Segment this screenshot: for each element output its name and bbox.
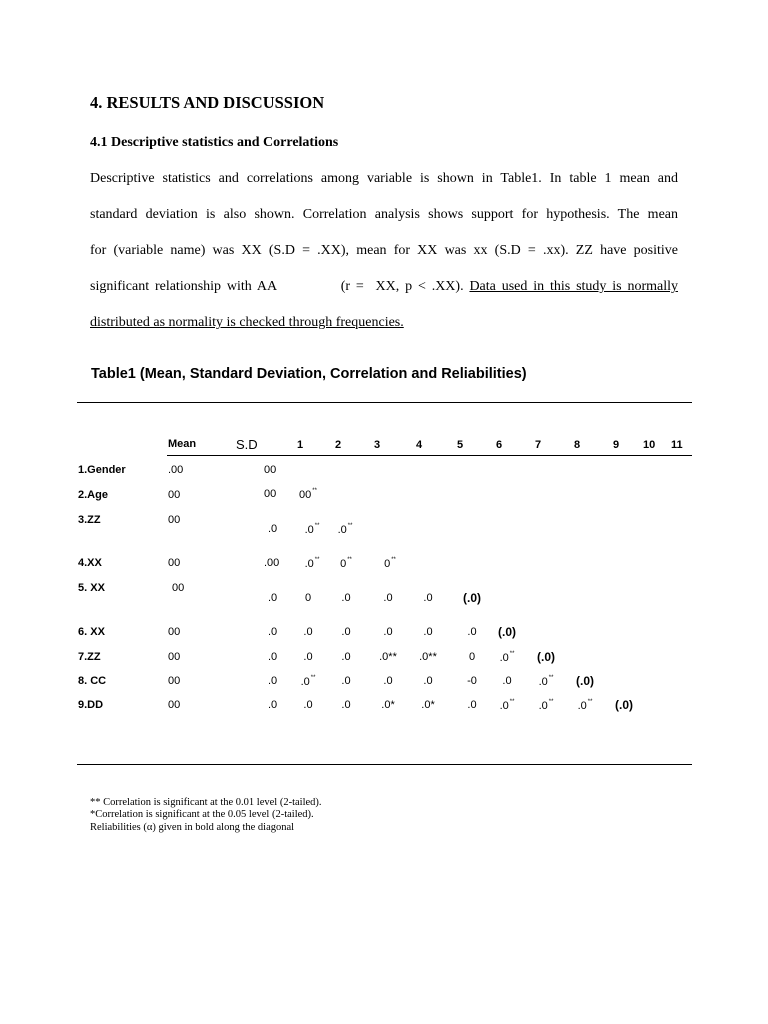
significance-marker: ** [548, 699, 554, 705]
row-label: 8. CC [78, 675, 107, 687]
row-label: 5. XX [78, 582, 105, 594]
correlation-cell [341, 592, 350, 604]
correlation-cell [500, 651, 515, 664]
col-header-sd: S.D [236, 437, 258, 452]
correlation-cell [305, 592, 311, 604]
cell-value: (.0) [615, 698, 633, 712]
reliability-cell [463, 591, 481, 605]
mean-cell: 00 [172, 582, 185, 594]
cell-value: (.0) [576, 674, 594, 688]
correlation-cell [383, 675, 392, 687]
cell-value: .0 [337, 524, 347, 536]
correlation-cell [341, 699, 350, 711]
correlation-cell [383, 592, 392, 604]
cell-value: .0 [304, 558, 314, 570]
correlation-cell [383, 626, 392, 638]
col-header-7: 7 [535, 439, 542, 451]
paragraph-line-1: Descriptive statistics and correlations among variable is shown in Table1. In table 1 mean and [90, 171, 678, 186]
paragraph-line-2: standard deviation is also shown. Correlation analysis shows support for hypothesis. The mean [90, 207, 678, 222]
cell-value: .0 [383, 592, 393, 604]
cell-value: 00 [299, 489, 312, 501]
cell-value: .0 [423, 592, 433, 604]
col-header-mean: Mean [168, 438, 197, 450]
row-label: 6. XX [78, 626, 105, 638]
correlation-cell [421, 699, 434, 711]
correlation-cell [467, 675, 477, 687]
cell-value: -0 [467, 675, 477, 687]
correlation-cell [303, 626, 312, 638]
significance-marker: ** [509, 651, 515, 657]
correlation-cell [467, 699, 476, 711]
cell-value: (.0) [463, 591, 481, 605]
reliability-cell [615, 698, 633, 712]
cell-value: .0 [467, 699, 477, 711]
correlation-cell [423, 675, 432, 687]
significance-marker: ** [391, 557, 396, 563]
mean-cell: 00 [168, 626, 181, 638]
mean-cell: 00 [168, 675, 181, 687]
sd-cell: .00 [264, 557, 280, 569]
subsection-heading: 4.1 Descriptive statistics and Correlations [90, 135, 339, 150]
cell-value: (.0) [498, 625, 516, 639]
significance-marker: ** [347, 523, 353, 529]
correlation-cell [539, 699, 554, 712]
correlation-cell [305, 557, 320, 570]
correlation-cell [341, 626, 350, 638]
sd-cell: 00 [264, 464, 277, 476]
correlation-cell [419, 651, 437, 663]
correlation-cell [305, 523, 320, 536]
reliability-cell [498, 625, 516, 639]
paragraph-line-3: for (variable name) was XX (S.D = .XX), mean for XX was xx (S.D = .xx). ZZ have positive [90, 243, 678, 258]
sd-cell: 00 [264, 488, 277, 500]
table-bottom-rule [77, 764, 692, 765]
col-header-11: 11 [671, 439, 683, 451]
cell-value: .0 [304, 524, 314, 536]
table-top-rule [77, 402, 692, 403]
sd-cell: .0 [268, 592, 278, 604]
underlined-sentence-start: Data used in this study is normally [469, 279, 678, 294]
footnote-01-level: ** Correlation is significant at the 0.01 level (2-tailed). [90, 797, 322, 808]
correlation-cell [467, 626, 476, 638]
correlation-cell [341, 675, 350, 687]
footnote-05-level: *Correlation is significant at the 0.05 level (2-tailed). [90, 809, 314, 820]
significance-marker: ** [509, 699, 515, 705]
correlation-cell [340, 557, 352, 570]
correlation-cell [301, 675, 316, 688]
significance-marker: ** [548, 675, 554, 681]
mean-cell: 00 [168, 557, 181, 569]
mean-cell: .00 [168, 464, 184, 476]
correlation-cell [379, 651, 397, 663]
cell-value: 0 [468, 651, 476, 663]
col-header-6: 6 [496, 439, 503, 451]
footnote-reliabilities: Reliabilities (α) given in bold along the diagonal [90, 822, 295, 833]
col-header-5: 5 [457, 439, 464, 451]
row-label: 7.ZZ [78, 651, 101, 663]
row-label: 9.DD [78, 699, 104, 711]
cell-value: .0** [419, 651, 437, 663]
cell-value: 0 [384, 558, 391, 570]
cell-value: .0** [379, 651, 397, 663]
mean-cell: 00 [168, 514, 181, 526]
correlation-cell [502, 675, 511, 687]
mean-cell: 00 [168, 489, 181, 501]
col-header-9: 9 [613, 439, 620, 451]
cell-value: .0* [421, 699, 435, 711]
section-heading: 4. RESULTS AND DISCUSSION [90, 93, 325, 112]
row-label: 1.Gender [78, 464, 126, 476]
cell-value: .0 [303, 626, 313, 638]
row-label: 4.XX [78, 557, 102, 569]
cell-value: .0 [538, 700, 548, 712]
cell-value: .0 [300, 676, 310, 688]
cell-value: .0 [303, 651, 313, 663]
significance-marker: ** [347, 557, 352, 563]
reliability-cell [537, 650, 555, 664]
cell-value: .0 [341, 699, 351, 711]
cell-value: (.0) [537, 650, 555, 664]
col-header-10: 10 [643, 439, 656, 451]
cell-value: .0 [383, 675, 393, 687]
cell-value: .0 [499, 652, 509, 664]
mean-cell: 00 [168, 699, 181, 711]
correlation-cell [469, 651, 475, 663]
col-header-1: 1 [297, 439, 304, 451]
cell-value: .0 [303, 699, 313, 711]
col-header-2: 2 [335, 439, 342, 451]
col-header-3: 3 [374, 439, 381, 451]
row-label: 3.ZZ [78, 514, 101, 526]
significance-marker: ** [314, 523, 320, 529]
significance-marker: ** [312, 488, 317, 494]
sd-cell: .0 [268, 651, 278, 663]
cell-value: .0 [341, 592, 351, 604]
correlation-cell [423, 592, 432, 604]
mean-cell: 00 [168, 651, 181, 663]
correlation-cell [423, 626, 432, 638]
sd-cell: .0 [268, 523, 278, 535]
correlation-cell [299, 488, 317, 501]
correlation-cell [500, 699, 515, 712]
row-label: 2.Age [78, 489, 108, 501]
significance-marker: ** [310, 675, 316, 681]
cell-value: .0 [341, 626, 351, 638]
correlation-cell [381, 699, 394, 711]
correlation-cell [539, 675, 554, 688]
significance-marker: ** [587, 699, 593, 705]
cell-value: .0 [577, 700, 587, 712]
cell-value: 0 [304, 592, 312, 604]
paragraph-line-4 [90, 279, 678, 295]
cell-value: .0 [341, 675, 351, 687]
correlation-cell [303, 651, 312, 663]
correlation-cell [384, 557, 396, 570]
cell-value: 0 [340, 558, 347, 570]
header-underline [167, 455, 692, 456]
cell-value: .0* [381, 699, 395, 711]
paragraph-line-4-text: significant relationship with AA (r = XX, p < .XX). [90, 279, 470, 294]
cell-value: .0 [383, 626, 393, 638]
col-header-8: 8 [574, 439, 581, 451]
sd-cell: .0 [268, 699, 278, 711]
correlation-cell [578, 699, 593, 712]
cell-value: .0 [502, 675, 512, 687]
cell-value: .0 [423, 626, 433, 638]
sd-cell: .0 [268, 626, 278, 638]
col-header-4: 4 [416, 439, 423, 451]
sd-cell: .0 [268, 675, 278, 687]
underlined-sentence-end: distributed as normality is checked through frequencies. [90, 315, 404, 330]
table-caption: Table1 (Mean, Standard Deviation, Correlation and Reliabilities) [91, 366, 527, 382]
correlation-cell [338, 523, 353, 536]
correlation-cell [303, 699, 312, 711]
cell-value: .0 [341, 651, 351, 663]
correlation-cell [341, 651, 350, 663]
reliability-cell [576, 674, 594, 688]
cell-value: .0 [499, 700, 509, 712]
cell-value: .0 [538, 676, 548, 688]
significance-marker: ** [314, 557, 320, 563]
cell-value: .0 [423, 675, 433, 687]
cell-value: .0 [467, 626, 477, 638]
